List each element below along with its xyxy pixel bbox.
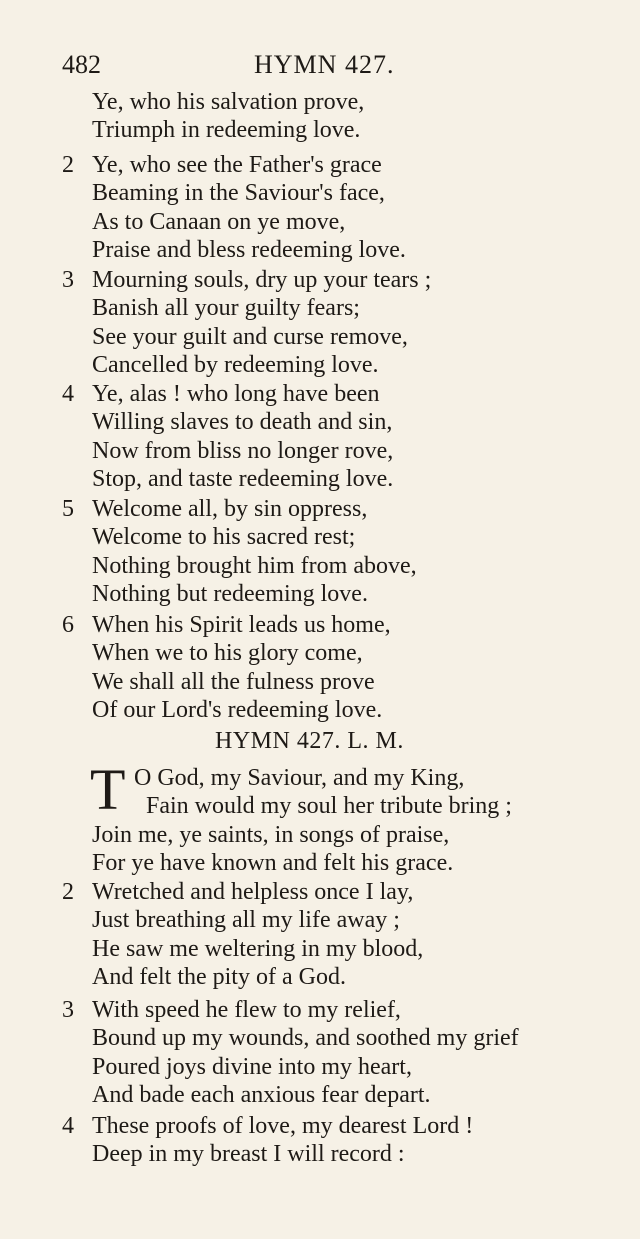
stanza-number: 3 xyxy=(62,997,74,1023)
continued-stanza xyxy=(0,88,640,145)
verse-line: 5 Welcome all, by sin oppress, xyxy=(62,496,368,522)
verse-line: Stop, and taste redeeming love. xyxy=(92,466,394,493)
stanza-number: 4 xyxy=(62,381,74,407)
verse-line: Banish all your guilty fears; xyxy=(92,295,360,322)
page-number: 482 xyxy=(62,50,101,79)
drop-cap: T xyxy=(90,757,126,822)
verse-line: Triumph in redeeming love. xyxy=(92,117,361,144)
stanza-6 xyxy=(0,611,640,725)
verse-line: Bound up my wounds, and soothed my grief xyxy=(92,1025,519,1052)
running-title: HYMN 427. xyxy=(254,50,395,79)
stanza-number: 4 xyxy=(62,1113,74,1139)
stanza-5 xyxy=(0,495,640,609)
verse-line: And bade each anxious fear depart. xyxy=(92,1082,431,1109)
verse-line: O God, my Saviour, and my King, xyxy=(134,765,465,791)
verse-line: Praise and bless redeeming love. xyxy=(92,237,406,264)
stanza-4 xyxy=(0,1112,640,1169)
verse-line: 2 Wretched and helpless once I lay, xyxy=(62,879,414,905)
verse-line: 4 These proofs of love, my dearest Lord ! xyxy=(62,1113,474,1139)
verse-line: Beaming in the Saviour's face, xyxy=(92,180,385,207)
stanza-number: 2 xyxy=(62,152,74,178)
verse-line: Deep in my breast I will record : xyxy=(92,1141,405,1168)
verse-line: For ye have known and felt his grace. xyxy=(92,850,454,877)
verse-line: Ye, who his salvation prove, xyxy=(92,89,365,115)
verse-line: 3 With speed he flew to my relief, xyxy=(62,997,401,1023)
verse-line: Poured joys divine into my heart, xyxy=(92,1053,412,1080)
verse-line: Join me, ye saints, in songs of praise, xyxy=(92,822,450,848)
verse-line: Welcome to his sacred rest; xyxy=(92,524,356,551)
verse-line: See your guilt and curse remove, xyxy=(92,323,408,350)
verse-line: As to Canaan on ye move, xyxy=(92,208,346,235)
verse-line: Willing slaves to death and sin, xyxy=(92,409,393,436)
stanza-number: 6 xyxy=(62,612,74,638)
verse-line: We shall all the fulness prove xyxy=(92,668,375,695)
verse-line: Nothing but redeeming love. xyxy=(92,581,368,608)
stanza-2 xyxy=(0,151,640,265)
stanza-number: 2 xyxy=(62,879,74,905)
stanza-3 xyxy=(0,266,640,380)
stanza-4 xyxy=(0,380,640,494)
verse-line: 6 When his Spirit leads us home, xyxy=(62,612,391,638)
verse-line: He saw me weltering in my blood, xyxy=(92,935,424,962)
verse-line: 3 Mourning souls, dry up your tears ; xyxy=(62,267,432,293)
stanza-1-rest xyxy=(0,821,640,878)
verse-line: Cancelled by redeeming love. xyxy=(92,352,379,379)
verse-line: Just breathing all my life away ; xyxy=(92,907,400,934)
verse-line: 4 Ye, alas ! who long have been xyxy=(62,381,380,407)
stanza-number: 3 xyxy=(62,267,74,293)
verse-line: When we to his glory come, xyxy=(92,640,363,667)
stanza-3 xyxy=(0,996,640,1110)
verse-line: And felt the pity of a God. xyxy=(92,964,346,991)
stanza-number: 5 xyxy=(62,496,74,522)
hymn-title: HYMN 427. L. M. xyxy=(215,728,404,754)
verse-line: Of our Lord's redeeming love. xyxy=(92,697,383,724)
page-header xyxy=(62,50,582,84)
verse-line: Now from bliss no longer rove, xyxy=(92,437,394,464)
verse-line: Nothing brought him from above, xyxy=(92,552,417,579)
stanza-2 xyxy=(0,878,640,992)
verse-line: Fain would my soul her tribute bring ; xyxy=(146,793,512,819)
verse-line: 2 Ye, who see the Father's grace xyxy=(62,152,382,178)
